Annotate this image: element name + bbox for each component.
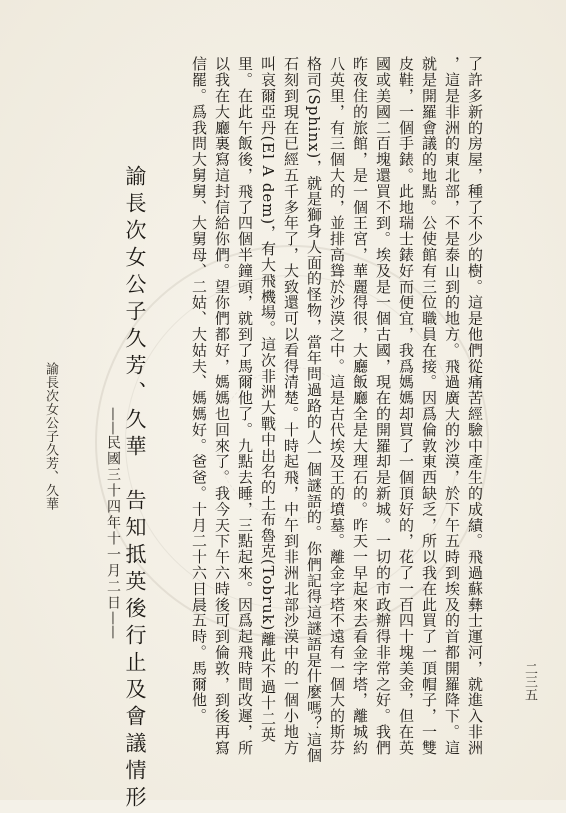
- body-column: 里。在此午飯後，飛了四個半鐘頭，就到了馬爾他了。九點去睡，三點起來。因爲起飛時間改遲，所: [236, 56, 254, 756]
- page-number: 二三五: [522, 662, 537, 701]
- body-column: 國或美國二百塊還買不到。埃及是一個古國，現在的開羅却是新城。一切的市政辦得非常之好。我們: [374, 56, 392, 756]
- body-column: 信罷。爲我問大舅舅、大舅母、二姑、大姑夫、媽媽好。爸爸。十月二十六日晨五時。馬爾他。: [190, 56, 208, 724]
- body-column: 皮鞋，一個手錶。此地瑞士錶好而便宜，我爲媽媽却買了一個頂好的，花了一百四十塊美金，但在英: [397, 56, 415, 756]
- date-text: 民國三十四年十一月二日: [105, 435, 121, 611]
- body-column: ，這是非洲的東北部，不是泰山到的地方。飛過廣大的沙漠，於下午五時到埃及的首都開羅降下。這: [443, 56, 461, 756]
- running-head: 諭長次女公子久芳、久華: [43, 362, 58, 511]
- date-line: [103, 407, 123, 639]
- body-column: 格司(Sphinx)，就是獅身人面的怪物，當年問過路的人一個謎語的。你們記得這謎語是什麼嗎？這個: [305, 56, 323, 764]
- body-column: 叫哀爾亞丹(El A dem)，有大飛機場。這次非洲大戰中出名的土布魯克(Tobruk)離此不過十二英: [259, 56, 277, 743]
- body-column: 昨夜住的旅館，是一個王宮，華麗得很，大廳飯廳全是大理石的。昨天一早起來去看金字塔，離城約: [351, 56, 369, 756]
- body-column: 以我在大廳裏寫這封信給你們。望你們都好，媽媽也回來了。我今天下午六時後可到倫敦，到後再寫: [213, 56, 231, 756]
- body-column: 了許多新的房屋，種了不少的樹。這是他們從痛苦經驗中產生的成績。飛過蘇彝士運河，就進入非洲: [466, 56, 484, 756]
- date-dash-trail: ——: [105, 611, 121, 639]
- body-column: 八英里，有三個大的，並排高聳於沙漠之中。這是古代埃及王的墳墓。離金字塔不遠有一個大的斯芬: [328, 56, 346, 756]
- letter-title: 諭長次女公子久芳、久華 告知抵英後行止及會議情形: [123, 165, 147, 813]
- body-column: 就是開羅會議的地點。公使館有三位職員在接。因爲倫敦東西缺乏，所以我在此買了一頂帽子，一雙: [420, 56, 438, 756]
- date-dash-lead: ——: [105, 407, 121, 435]
- body-column: 石刻到現在已經五千多年了，大致還可以看得清楚。十時起飛，中午到非洲北部沙漠中的一個小地方: [282, 56, 300, 756]
